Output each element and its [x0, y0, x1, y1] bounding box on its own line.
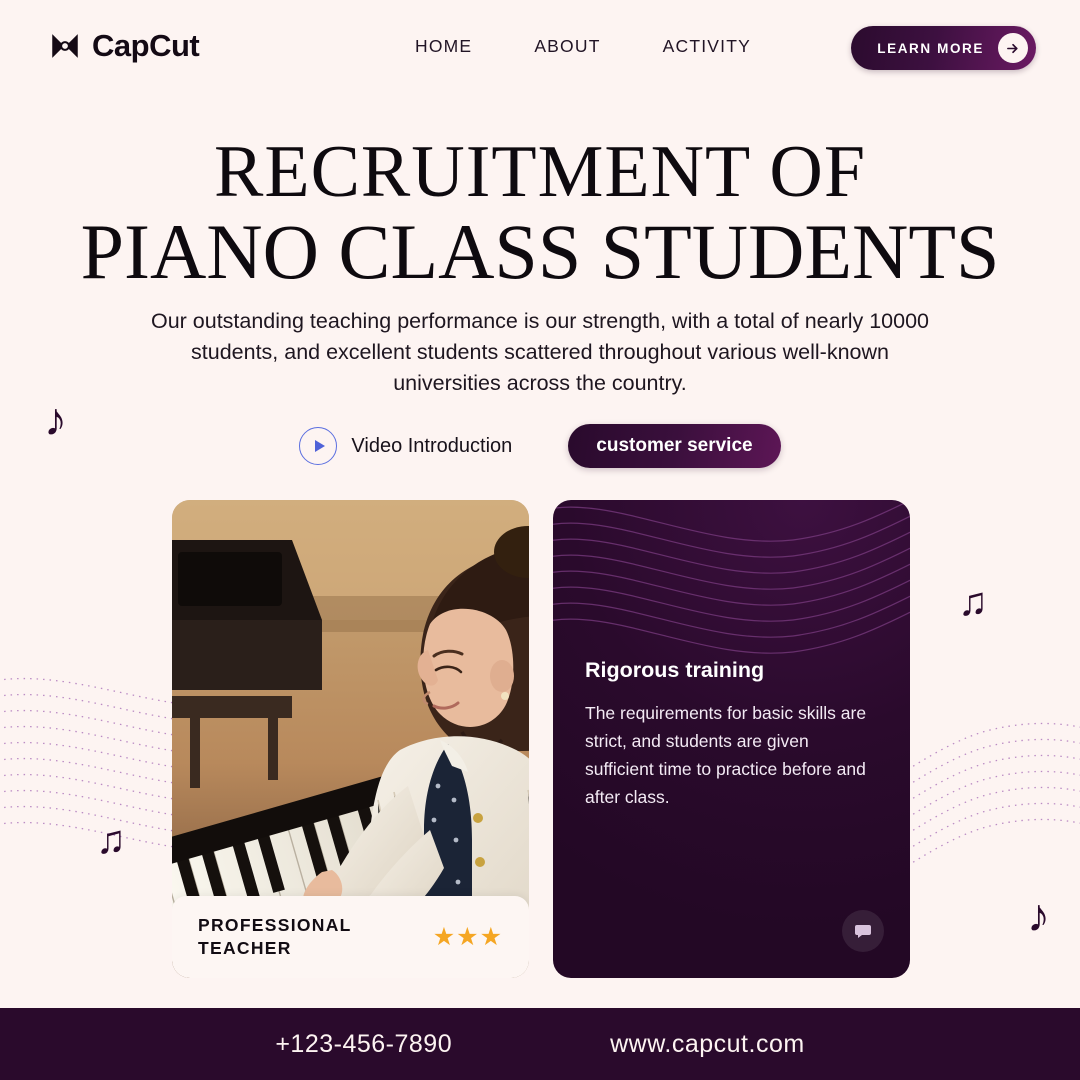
footer-phone[interactable]: +123-456-7890 [275, 1029, 453, 1058]
page-title-line2: PIANO CLASS STUDENTS [80, 208, 1000, 295]
page-title-line1: RECRUITMENT OF [214, 131, 866, 213]
learn-more-button[interactable] [851, 26, 1036, 70]
nav-item-about[interactable]: ABOUT [534, 36, 601, 56]
teacher-badge-label [198, 914, 352, 960]
site-header [0, 0, 1080, 96]
music-note-icon-1: ♪ [44, 393, 67, 445]
hero-subtitle: Our outstanding teaching performance is our strength, with a total of nearly 10000 students, and excellent students scattered throughout various well-known universities across the country. [150, 309, 930, 395]
customer-service-button[interactable] [568, 424, 780, 468]
footer-bar [0, 1008, 1080, 1080]
info-card-heading: Rigorous training [585, 658, 765, 682]
info-card-body: The requirements for basic skills are strict, and students are given sufficient time to practice before and after class. [585, 703, 867, 807]
main-nav [415, 36, 751, 57]
teacher-badge-label-line1: PROFESSIONAL [198, 915, 352, 935]
music-note-icon-2: ♫ [96, 818, 126, 862]
brand-logo[interactable] [48, 28, 199, 64]
rating-stars: ★★★ [432, 923, 503, 951]
learn-more-label: LEARN MORE [877, 40, 984, 56]
teacher-badge-label-line2: TEACHER [198, 938, 292, 958]
video-introduction-label: Video Introduction [351, 434, 513, 457]
customer-service-label: customer service [596, 435, 753, 456]
music-note-icon-4: ♪ [1027, 889, 1050, 941]
nav-item-activity[interactable]: ACTIVITY [662, 36, 751, 56]
music-note-icon-3: ♫ [958, 580, 988, 624]
info-card[interactable] [553, 500, 910, 978]
video-introduction-button[interactable] [299, 427, 512, 465]
brand-name: CapCut [92, 28, 200, 63]
footer-website[interactable]: www.capcut.com [610, 1029, 805, 1058]
page-title [0, 131, 1080, 295]
capcut-logo-icon [48, 29, 82, 63]
play-icon [299, 427, 337, 465]
chat-bubble-icon[interactable] [842, 910, 884, 952]
professional-teacher-badge [172, 896, 529, 978]
hero-actions [0, 424, 1080, 468]
nav-item-home[interactable]: HOME [415, 36, 473, 56]
arrow-right-icon [998, 33, 1028, 63]
photo-card[interactable] [172, 500, 529, 978]
